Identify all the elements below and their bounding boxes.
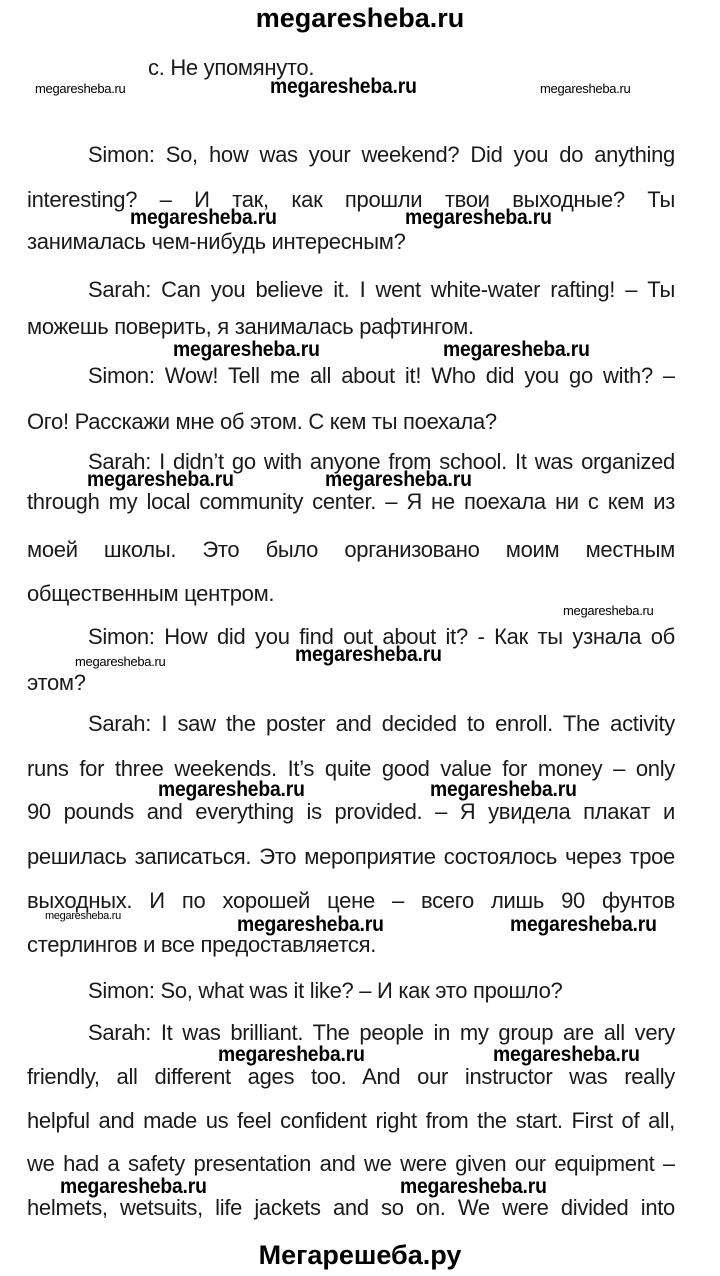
text-line: helmets, wetsuits, life jackets and so on. We were divided into: [27, 1195, 675, 1220]
watermark: megaresheba.ru: [35, 81, 126, 96]
text-line: through my local community center. – Я не поехала ни с кем из: [27, 489, 675, 514]
site-footer-title: Мегарешеба.ру: [258, 1240, 462, 1270]
watermark: megaresheba.ru: [87, 468, 234, 491]
site-header-title: megaresheba.ru: [255, 3, 465, 33]
text-line: решилась записаться. Это мероприятие состоялось через трое: [27, 844, 675, 869]
watermark: megaresheba.ru: [60, 1175, 207, 1198]
text-line: Ого! Расскажи мне об этом. С кем ты поехала?: [27, 409, 497, 434]
watermark: megaresheba.ru: [75, 654, 166, 669]
text-line: Sarah: Can you believe it. I went white-water rafting! – Ты: [88, 277, 675, 302]
watermark: megaresheba.ru: [443, 338, 590, 361]
text-line: Simon: So, what was it like? – И как это прошло?: [88, 978, 563, 1003]
text-line: стерлингов и все предоставляется.: [27, 932, 377, 957]
watermark: megaresheba.ru: [405, 206, 552, 229]
text-line: Sarah: I didn’t go with anyone from school. It was organized: [88, 449, 675, 474]
text-line: runs for three weekends. It’s quite good value for money – only: [27, 756, 675, 781]
text-line: helpful and made us feel confident right from the start. First of all,: [27, 1108, 675, 1133]
text-line: friendly, all different ages too. And our instructor was really: [27, 1064, 675, 1089]
text-line: Simon: Wow! Tell me all about it! Who did you go with? –: [88, 363, 675, 388]
watermark: megaresheba.ru: [400, 1175, 547, 1198]
text-line: можешь поверить, я занималась рафтингом.: [27, 314, 474, 339]
watermark: megaresheba.ru: [510, 913, 657, 936]
text-line: interesting? – И так, как прошли твои выходные? Ты: [27, 187, 675, 212]
watermark: megaresheba.ru: [45, 910, 121, 922]
watermark: megaresheba.ru: [430, 778, 577, 801]
text-line: 90 pounds and everything is provided. – Я увидела плакат и: [27, 799, 675, 824]
text-line: Sarah: It was brilliant. The people in my group are all very: [88, 1020, 675, 1045]
text-line: моей школы. Это было организовано моим местным: [27, 537, 675, 562]
watermark: megaresheba.ru: [218, 1043, 365, 1066]
watermark: megaresheba.ru: [325, 468, 472, 491]
watermark: megaresheba.ru: [540, 81, 631, 96]
watermark: megaresheba.ru: [173, 338, 320, 361]
text-line: Sarah: I saw the poster and decided to enroll. The activity: [88, 711, 675, 736]
text-line: общественным центром.: [27, 581, 275, 606]
text-line: Simon: So, how was your weekend? Did you do anything: [88, 142, 675, 167]
text-line: выходных. И по хорошей цене – всего лишь 90 фунтов: [27, 888, 675, 913]
watermark: megaresheba.ru: [270, 75, 417, 98]
text-line: занималась чем-нибудь интересным?: [27, 229, 406, 254]
watermark: megaresheba.ru: [237, 913, 384, 936]
text-line: Simon: How did you find out about it? - Как ты узнала об: [88, 624, 675, 649]
answer-item-c: c. Не упомянуто.: [148, 55, 315, 80]
text-line: we had a safety presentation and we were given our equipment –: [27, 1151, 675, 1176]
watermark: megaresheba.ru: [295, 643, 442, 666]
watermark: megaresheba.ru: [493, 1043, 640, 1066]
watermark: megaresheba.ru: [563, 603, 654, 618]
watermark: megaresheba.ru: [130, 206, 277, 229]
watermark: megaresheba.ru: [158, 778, 305, 801]
text-line: этом?: [27, 670, 86, 695]
